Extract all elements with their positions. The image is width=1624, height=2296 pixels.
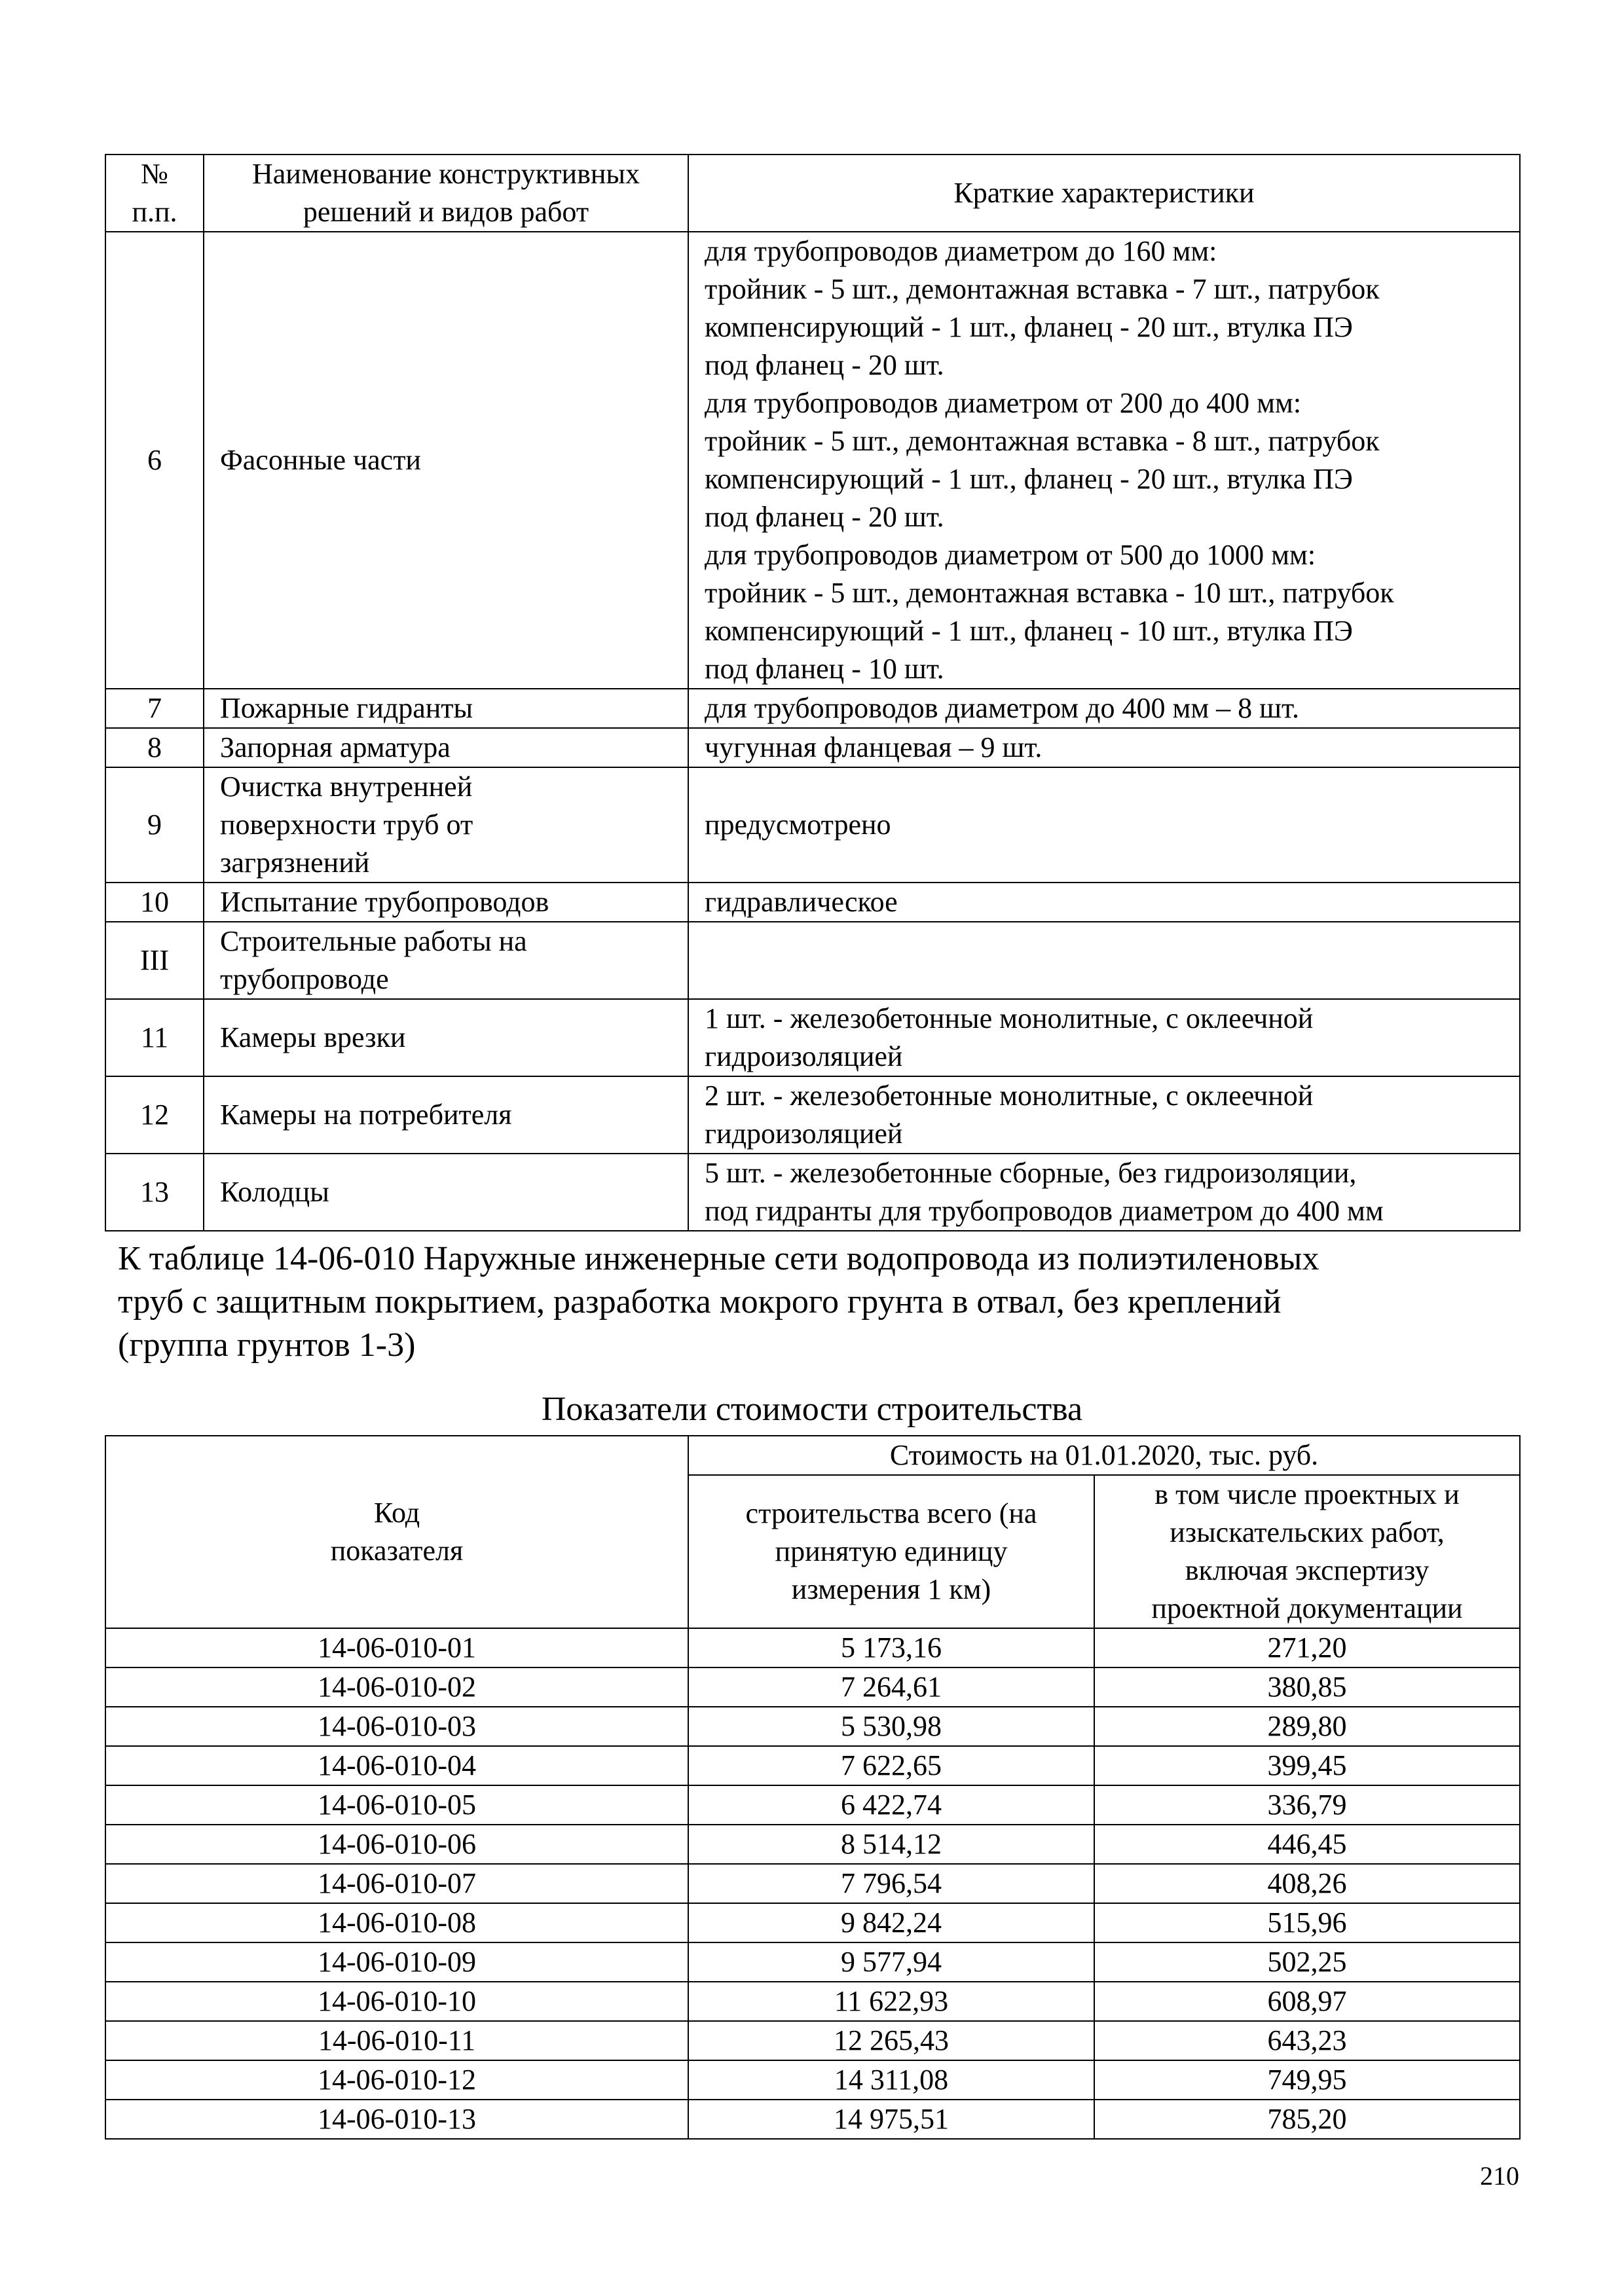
row-characteristics: 5 шт. - железобетонные сборные, без гидроизоляции, под гидранты для трубопроводов диаметром до 400 мм: [688, 1154, 1520, 1231]
cell-code: 14-06-010-13: [105, 2100, 688, 2139]
table-row: [105, 232, 1520, 689]
cell-design-cost: 749,95: [1094, 2060, 1520, 2100]
cell-code: 14-06-010-09: [105, 1942, 688, 1982]
cell-design-cost: 446,45: [1094, 1825, 1520, 1864]
table-row: [105, 1707, 1520, 1746]
table-row: [105, 2060, 1520, 2100]
table-row: [105, 689, 1520, 728]
cell-total-cost: 6 422,74: [688, 1785, 1094, 1825]
cell-total-cost: 5 530,98: [688, 1707, 1094, 1746]
table-row: [105, 2100, 1520, 2139]
row-number: III: [105, 922, 204, 999]
row-characteristics: [688, 922, 1520, 999]
cell-design-cost: 399,45: [1094, 1746, 1520, 1785]
header-cost-group: Стоимость на 01.01.2020, тыс. руб.: [688, 1436, 1520, 1475]
row-characteristics: для трубопроводов диаметром до 400 мм – 8 шт.: [688, 689, 1520, 728]
table-row: [105, 1903, 1520, 1942]
cell-total-cost: 7 622,65: [688, 1746, 1094, 1785]
table-row: [105, 999, 1520, 1076]
table-row: [105, 1154, 1520, 1231]
row-number: 7: [105, 689, 204, 728]
cell-design-cost: 643,23: [1094, 2021, 1520, 2060]
row-number: 8: [105, 728, 204, 767]
row-name: Камеры на потребителя: [204, 1076, 688, 1154]
row-name: Запорная арматура: [204, 728, 688, 767]
row-name: Камеры врезки: [204, 999, 688, 1076]
row-number: 13: [105, 1154, 204, 1231]
table-row: [105, 1076, 1520, 1154]
row-name: Колодцы: [204, 1154, 688, 1231]
cell-total-cost: 11 622,93: [688, 1982, 1094, 2021]
row-number: 10: [105, 883, 204, 922]
cost-indicators-title: Показатели стоимости строительства: [541, 1391, 1083, 1428]
cell-total-cost: 12 265,43: [688, 2021, 1094, 2060]
header-design: в том числе проектных и изыскательских работ, включая экспертизу проектной документации: [1094, 1475, 1520, 1628]
cell-total-cost: 14 311,08: [688, 2060, 1094, 2100]
table-caption: К таблице 14-06-010 Наружные инженерные сети водопровода из полиэтиленовых труб с защитным покрытием, разработка мокрого грунта в отвал, без креплений (группа грунтов 1-3): [118, 1240, 1320, 1364]
cell-code: 14-06-010-10: [105, 1982, 688, 2021]
row-name: Очистка внутренней поверхности труб от загрязнений: [204, 767, 688, 883]
cell-code: 14-06-010-04: [105, 1746, 688, 1785]
table-row: [105, 922, 1520, 999]
row-number: 11: [105, 999, 204, 1076]
cell-code: 14-06-010-12: [105, 2060, 688, 2100]
row-characteristics: для трубопроводов диаметром до 160 мм: тройник - 5 шт., демонтажная вставка - 7 шт., патрубок компенсирующий - 1 шт., фланец - 20 шт., втулка ПЭ под фланец - 20 шт. для трубопроводов диаметром от 200 до 400 мм: тройник - 5 шт., демонтажная вставка - 8 шт., патрубок компенсирующий - 1 шт., фланец - 20 шт., втулка ПЭ под фланец - 20 шт. для трубопроводов диаметром от 500 до 1000 мм: тройник - 5 шт., демонтажная вставка - 10 шт., патрубок компенсирующий - 1 шт., фланец - 10 шт., втулка ПЭ под фланец - 10 шт.: [688, 232, 1520, 689]
cell-code: 14-06-010-11: [105, 2021, 688, 2060]
table-row: [105, 1667, 1520, 1707]
row-name: Строительные работы на трубопроводе: [204, 922, 688, 999]
row-name: Пожарные гидранты: [204, 689, 688, 728]
cell-design-cost: 336,79: [1094, 1785, 1520, 1825]
table-row: [105, 1746, 1520, 1785]
table-row: [105, 1785, 1520, 1825]
row-characteristics: чугунная фланцевая – 9 шт.: [688, 728, 1520, 767]
cell-design-cost: 608,97: [1094, 1982, 1520, 2021]
cell-design-cost: 785,20: [1094, 2100, 1520, 2139]
row-characteristics: 1 шт. - железобетонные монолитные, с оклеечной гидроизоляцией: [688, 999, 1520, 1076]
page-number: 210: [1480, 2161, 1519, 2191]
cell-total-cost: 9 577,94: [688, 1942, 1094, 1982]
table-row: [105, 1628, 1520, 1667]
cell-design-cost: 408,26: [1094, 1864, 1520, 1903]
table-row: [105, 883, 1520, 922]
header-num: № п.п.: [105, 155, 204, 232]
table-header-row: [105, 1436, 1520, 1475]
row-number: 12: [105, 1076, 204, 1154]
cell-code: 14-06-010-05: [105, 1785, 688, 1825]
cell-design-cost: 515,96: [1094, 1903, 1520, 1942]
row-name: Испытание трубопроводов: [204, 883, 688, 922]
cell-design-cost: 380,85: [1094, 1667, 1520, 1707]
cell-code: 14-06-010-01: [105, 1628, 688, 1667]
cell-total-cost: 7 796,54: [688, 1864, 1094, 1903]
row-number: 6: [105, 232, 204, 689]
row-name: Фасонные части: [204, 232, 688, 689]
cell-code: 14-06-010-02: [105, 1667, 688, 1707]
header-code: Код показателя: [105, 1436, 688, 1628]
table-header-row: [105, 155, 1520, 232]
cell-total-cost: 5 173,16: [688, 1628, 1094, 1667]
cell-code: 14-06-010-06: [105, 1825, 688, 1864]
row-characteristics: 2 шт. - железобетонные монолитные, с оклеечной гидроизоляцией: [688, 1076, 1520, 1154]
table-row: [105, 767, 1520, 883]
cell-design-cost: 271,20: [1094, 1628, 1520, 1667]
table-row: [105, 1982, 1520, 2021]
structures-table: [105, 154, 1521, 1231]
cell-total-cost: 14 975,51: [688, 2100, 1094, 2139]
header-total: строительства всего (на принятую единицу измерения 1 км): [688, 1475, 1094, 1628]
cell-total-cost: 7 264,61: [688, 1667, 1094, 1707]
table-row: [105, 1825, 1520, 1864]
cell-total-cost: 8 514,12: [688, 1825, 1094, 1864]
header-name: Наименование конструктивных решений и видов работ: [204, 155, 688, 232]
cell-total-cost: 9 842,24: [688, 1903, 1094, 1942]
cost-table: [105, 1435, 1521, 2140]
cell-design-cost: 289,80: [1094, 1707, 1520, 1746]
table-row: [105, 2021, 1520, 2060]
table-row: [105, 728, 1520, 767]
table-row: [105, 1942, 1520, 1982]
row-characteristics: предусмотрено: [688, 767, 1520, 883]
row-characteristics: гидравлическое: [688, 883, 1520, 922]
cell-code: 14-06-010-08: [105, 1903, 688, 1942]
cell-design-cost: 502,25: [1094, 1942, 1520, 1982]
table-row: [105, 1864, 1520, 1903]
row-number: 9: [105, 767, 204, 883]
cell-code: 14-06-010-03: [105, 1707, 688, 1746]
cell-code: 14-06-010-07: [105, 1864, 688, 1903]
header-characteristics: Краткие характеристики: [688, 155, 1520, 232]
